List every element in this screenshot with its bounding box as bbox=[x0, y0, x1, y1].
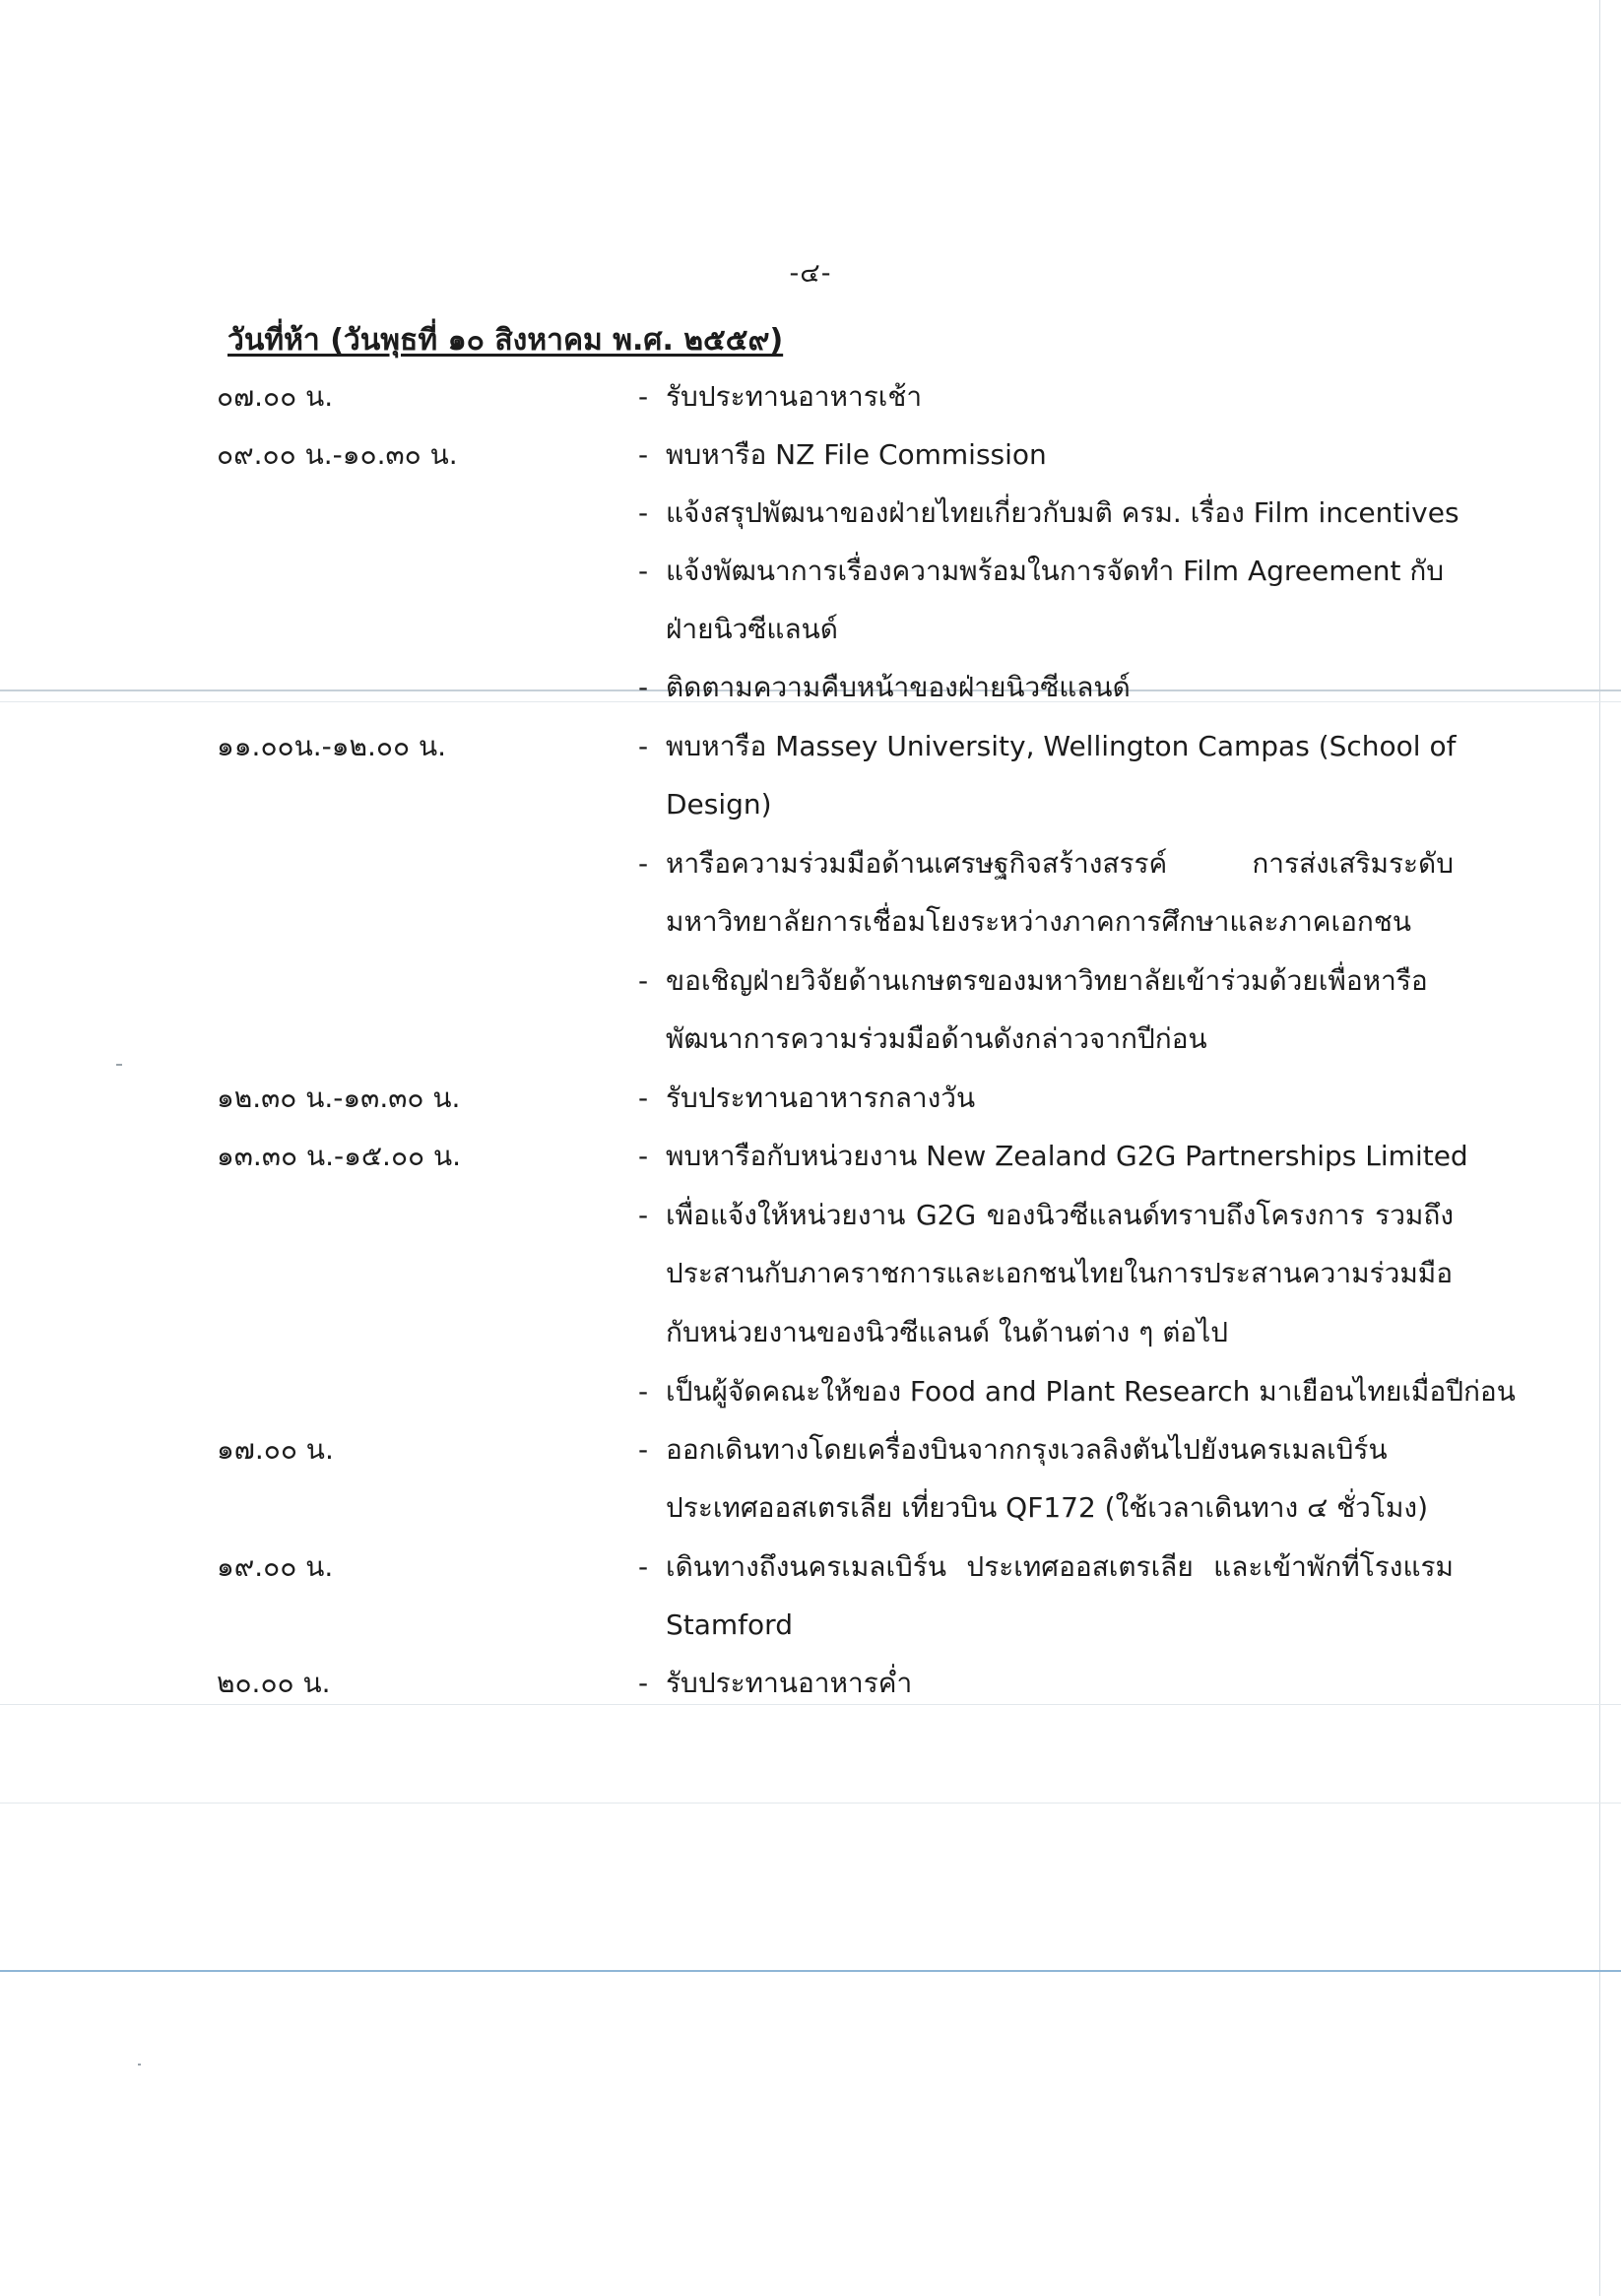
bullet-dash: - bbox=[638, 671, 649, 703]
bullet-dash: - bbox=[638, 1140, 649, 1172]
scan-speck bbox=[116, 1064, 122, 1066]
schedule-item-text: ติดตามความคืบหน้าของฝ่ายนิวซีแลนด์ bbox=[666, 671, 1131, 703]
schedule-item-text: ประเทศออสเตรเลีย เที่ยวบิน QF172 (ใช้เวลาเดินทาง ๔ ชั่วโมง) bbox=[666, 1491, 1428, 1524]
schedule-row bbox=[0, 1425, 1621, 1475]
schedule-item-text: มหาวิทยาลัยการเชื่อมโยงระหว่างภาคการศึกษาและภาคเอกชน bbox=[666, 905, 1412, 938]
schedule-row bbox=[0, 1542, 1621, 1592]
bullet-dash: - bbox=[638, 1433, 649, 1466]
schedule-item-text: แจ้งสรุปพัฒนาของฝ่ายไทยเกี่ยวกับมติ ครม. เรื่อง Film incentives bbox=[666, 496, 1459, 529]
bullet-dash: - bbox=[638, 847, 649, 880]
schedule-row bbox=[0, 722, 1621, 771]
bullet-dash: - bbox=[638, 1082, 649, 1114]
bullet-dash: - bbox=[638, 730, 649, 762]
schedule-row bbox=[0, 1191, 1621, 1240]
day-heading: วันที่ห้า (วันพุธที่ ๑๐ สิงหาคม พ.ศ. ๒๕๕๙) bbox=[227, 323, 784, 358]
schedule-time: ๑๑.๐๐น.-๑๒.๐๐ น. bbox=[217, 730, 447, 762]
schedule-row bbox=[0, 1132, 1621, 1181]
schedule-row bbox=[0, 372, 1621, 422]
schedule-row bbox=[0, 663, 1621, 712]
schedule-item-text: พบหารือ NZ File Commission bbox=[666, 438, 1047, 471]
schedule-item-text: Stamford bbox=[666, 1608, 793, 1641]
schedule-row bbox=[0, 1367, 1621, 1416]
schedule-row bbox=[0, 839, 1621, 888]
schedule-time: ๑๙.๐๐ น. bbox=[217, 1550, 334, 1583]
schedule-item-text: ออกเดินทางโดยเครื่องบินจากกรุงเวลลิงตันไปยังนครเมลเบิร์น bbox=[666, 1433, 1388, 1466]
schedule-item-text: เพื่อแจ้งให้หน่วยงาน G2G ของนิวซีแลนด์ทราบถึงโครงการ รวมถึง bbox=[666, 1199, 1454, 1231]
schedule-time: ๑๗.๐๐ น. bbox=[217, 1433, 334, 1466]
scan-artifact-line-blue bbox=[0, 1970, 1621, 1972]
schedule-row bbox=[0, 956, 1621, 1006]
schedule-item-text: ประสานกับภาคราชการและเอกชนไทยในการประสานความร่วมมือ bbox=[666, 1257, 1454, 1289]
schedule-item-text: Design) bbox=[666, 788, 772, 820]
schedule-row bbox=[0, 1015, 1621, 1064]
schedule-row bbox=[0, 780, 1621, 829]
schedule-row bbox=[0, 1074, 1621, 1123]
bullet-dash: - bbox=[638, 438, 649, 471]
schedule-item-text: รับประทานอาหารกลางวัน bbox=[666, 1082, 976, 1114]
bullet-dash: - bbox=[638, 496, 649, 529]
schedule-row bbox=[0, 1249, 1621, 1298]
bullet-dash: - bbox=[638, 964, 649, 997]
schedule-item-text: เป็นผู้จัดคณะให้ของ Food and Plant Research มาเยือนไทยเมื่อปีก่อน bbox=[666, 1375, 1516, 1408]
schedule-item-text: แจ้งพัฒนาการเรื่องความพร้อมในการจัดทำ Film Agreement กับ bbox=[666, 555, 1445, 587]
schedule-time: ๐๙.๐๐ น.-๑๐.๓๐ น. bbox=[217, 438, 458, 471]
schedule-time: ๑๓.๓๐ น.-๑๕.๐๐ น. bbox=[217, 1140, 462, 1172]
schedule-row bbox=[0, 1659, 1621, 1708]
schedule-row bbox=[0, 605, 1621, 654]
schedule-row bbox=[0, 897, 1621, 947]
schedule-item-text: ฝ่ายนิวซีแลนด์ bbox=[666, 613, 838, 645]
schedule-item-text: กับหน่วยงานของนิวซีแลนด์ ในด้านต่าง ๆ ต่อไป bbox=[666, 1316, 1229, 1348]
bullet-dash: - bbox=[638, 380, 649, 413]
bullet-dash: - bbox=[638, 1375, 649, 1408]
schedule-item-text: พบหารือ Massey University, Wellington Campas (School of bbox=[666, 730, 1457, 762]
bullet-dash: - bbox=[638, 1199, 649, 1231]
scan-speck bbox=[138, 2064, 141, 2066]
bullet-dash: - bbox=[638, 1550, 649, 1583]
schedule-item-text: พบหารือกับหน่วยงาน New Zealand G2G Partnerships Limited bbox=[666, 1140, 1468, 1172]
bullet-dash: - bbox=[638, 1667, 649, 1699]
schedule-row bbox=[0, 430, 1621, 480]
schedule-time: ๒๐.๐๐ น. bbox=[217, 1667, 331, 1699]
schedule-row bbox=[0, 1483, 1621, 1533]
schedule-item-text: รับประทานอาหารเช้า bbox=[666, 380, 923, 413]
schedule-item-text: เดินทางถึงนครเมลเบิร์น ประเทศออสเตรเลีย และเข้าพักที่โรงแรม bbox=[666, 1550, 1454, 1583]
page-number: -๔- bbox=[789, 258, 832, 289]
schedule-row bbox=[0, 489, 1621, 538]
schedule-item-text: พัฒนาการความร่วมมือด้านดังกล่าวจากปีก่อน bbox=[666, 1022, 1207, 1055]
bullet-dash: - bbox=[638, 555, 649, 587]
scan-artifact-line-faint bbox=[0, 1803, 1621, 1804]
schedule-item-text: ขอเชิญฝ่ายวิจัยด้านเกษตรของมหาวิทยาลัยเข้าร่วมด้วยเพื่อหารือ bbox=[666, 964, 1428, 997]
schedule-row bbox=[0, 1601, 1621, 1650]
schedule-item-text: หารือความร่วมมือด้านเศรษฐกิจสร้างสรรค์ การส่งเสริมระดับ bbox=[666, 847, 1454, 880]
schedule-time: ๑๒.๓๐ น.-๑๓.๓๐ น. bbox=[217, 1082, 461, 1114]
schedule-row bbox=[0, 547, 1621, 596]
schedule-time: ๐๗.๐๐ น. bbox=[217, 380, 334, 413]
schedule-item-text: รับประทานอาหารค่ำ bbox=[666, 1667, 913, 1699]
schedule-row bbox=[0, 1308, 1621, 1357]
